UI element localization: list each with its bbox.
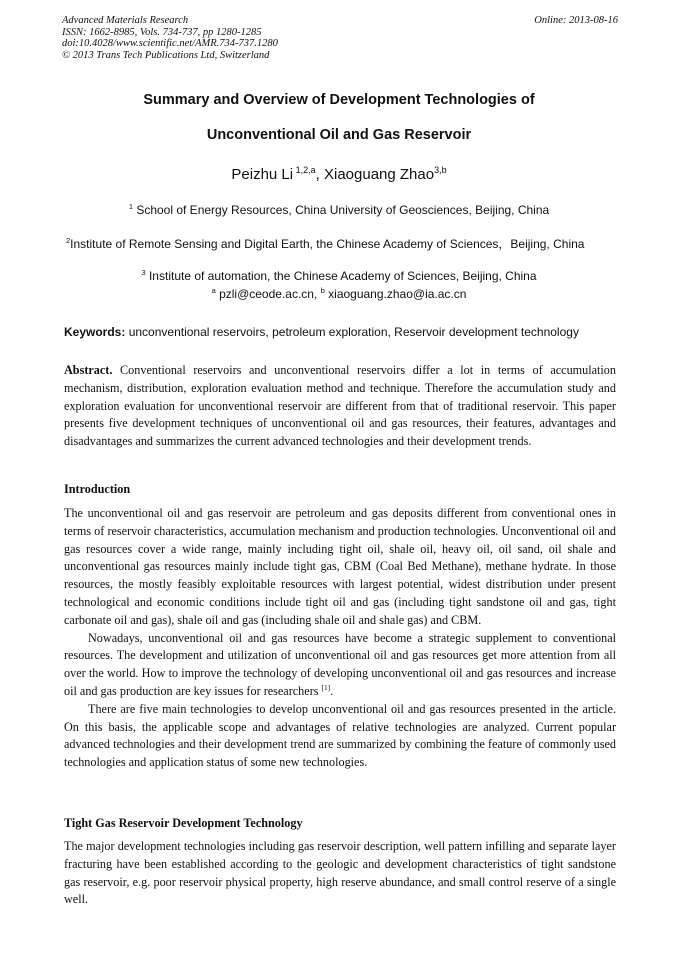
tight-gas-paragraph-1: The major development technologies including gas reservoir description, well pattern infilling and separate layer fracturing have been established according to the geologic and development characteristics of tight sandstone gas reservoir, e.g. poor reservoir physical property, high reserve abundance, and small control reserve of a single well. [64,839,616,907]
abstract-text: Conventional reservoirs and unconventional reservoirs differ a lot in terms of accumulation mechanism, distribution, exploration evaluation method and technique. Therefore the accumulation study and exploration evaluation for unconventional reservoir are different from that of traditional reservoir. This paper presents five development techniques of unconventional oil and gas resources, their features, advantages and disadvantages and summarizes the current advanced technologies and their development trends. [64,363,616,449]
author-2-affil-mark: 3,b [434,165,447,175]
affiliation-3-mark: 3 [141,268,146,277]
affiliation-1-text: School of Energy Resources, China University of Geosciences, Beijing, China [132,203,550,217]
author-1-affil-mark: 1,2,a [293,165,316,175]
email-a[interactable]: pzli@ceode.ac.cn, [215,287,321,301]
affiliation-3 [0,268,678,283]
email-b-mark: b [320,286,325,295]
affiliation-2-text: Institute of Remote Sensing and Digital Earth, the Chinese Academy of Sciences，Beijing, China [70,237,585,251]
journal-header [62,15,618,61]
affiliation-2-mark: 2 [66,236,71,245]
doi-line[interactable]: doi:10.4028/www.scientific.net/AMR.734-737.1280 [62,38,278,49]
issn-line: ISSN: 1662-8985, Vols. 734-737, pp 1280-1285 [62,26,262,38]
introduction-body [64,505,616,772]
citation-ref-1[interactable]: [1] [321,682,331,692]
email-line [0,286,678,301]
journal-name: Advanced Materials Research [62,15,189,26]
intro-paragraph-1: The unconventional oil and gas reservoir are petroleum and gas deposits different from conventional ones in terms of reservoir characteristics, accumulation mechanism and production technologies. Unconventional oil and gas resources cover a wide range, mainly including tight oil, shale oil, heavy oil, oil sand, oil shale and unconventional gas resources mainly include tight gas, CBM (Coal Bed Methane), methane hydrate. In those resources, the mostly feasibly exploitable resources with largest potential, widest distribution under present technological and economic conditions include tight oil and gas (including tight sandstone oil and gas, tight carbonate oil and gas), shale oil and gas (including shale oil and shale gas) and CBM. [64,506,616,627]
section-heading-introduction: Introduction [64,482,131,496]
copyright-line: © 2013 Trans Tech Publications Ltd, Switzerland [62,49,270,61]
author-separator: , [315,166,324,183]
affiliation-1 [0,202,678,217]
online-date: Online: 2013-08-16 [534,15,618,26]
keywords-label: Keywords: [64,325,126,339]
author-1-name: Peizhu Li [231,166,294,183]
author-line [0,165,678,183]
abstract-label: Abstract. [64,363,113,377]
paper-title-line-2: Unconventional Oil and Gas Reservoir [206,127,472,143]
keywords-text: unconventional reservoirs, petroleum exploration, Reservoir development technology [125,325,579,339]
affiliation-3-text: Institute of automation, the Chinese Academy of Sciences, Beijing, China [145,269,537,283]
intro-paragraph-3: There are five main technologies to develop unconventional oil and gas resources presented in the article. On this basis, the applicable scope and advantages of relative technologies are analyzed. Current popular advanced technologies and their development trend are summarized by combining the feature of commonly used technologies and application status of some new technologies. [64,701,616,770]
paper-title-line-1: Summary and Overview of Development Technologies of [143,92,535,108]
intro-paragraph-2 [64,630,616,701]
intro-paragraph-2-text: Nowadays, unconventional oil and gas resources have become a strategic supplement to conventional resources. The development and utilization of unconventional oil and gas resources get more attention from all over the world. How to improve the technology of developing unconventional oil and gas resources and increase oil and gas production are key issues for researchers [64,630,616,698]
tight-gas-body [64,838,616,909]
affiliation-2 [66,235,626,252]
email-a-mark: a [211,286,216,295]
keywords [64,325,616,339]
email-b[interactable]: xiaoguang.zhao@ia.ac.cn [324,287,467,301]
intro-paragraph-2-end: . [330,683,334,698]
affiliation-1-mark: 1 [128,202,133,211]
author-2-name: Xiaoguang Zhao [323,166,435,183]
abstract [64,362,616,451]
section-heading-tight-gas: Tight Gas Reservoir Development Technology [64,816,303,830]
